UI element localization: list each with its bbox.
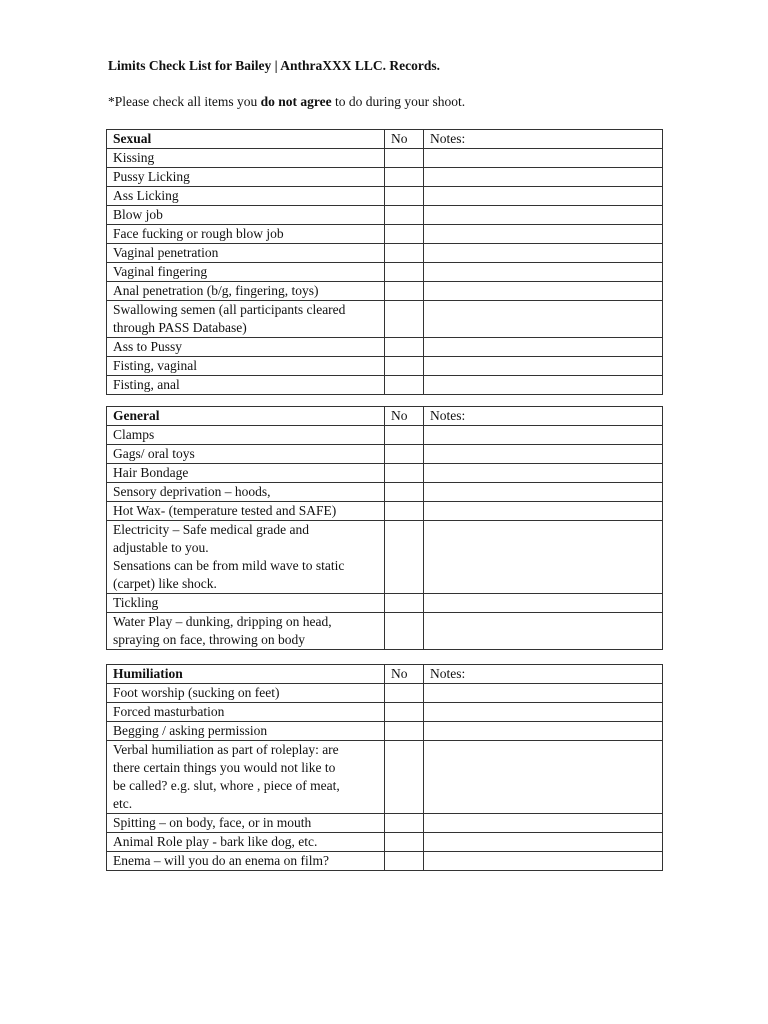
no-checkbox-cell[interactable] — [385, 852, 424, 871]
table-row — [107, 225, 663, 244]
notes-column-header: Notes: — [424, 665, 663, 684]
no-checkbox-cell[interactable] — [385, 376, 424, 395]
item-label-line: Forced masturbation — [113, 704, 225, 719]
item-label — [107, 149, 385, 168]
notes-cell[interactable] — [424, 338, 663, 357]
item-label — [107, 263, 385, 282]
no-checkbox-cell[interactable] — [385, 263, 424, 282]
item-label-line: Vaginal penetration — [113, 245, 219, 260]
no-checkbox-cell[interactable] — [385, 814, 424, 833]
item-label-line: Tickling — [113, 595, 159, 610]
item-label-line: Foot worship (sucking on feet) — [113, 685, 280, 700]
notes-cell[interactable] — [424, 282, 663, 301]
item-label-line: Clamps — [113, 427, 155, 442]
no-checkbox-cell[interactable] — [385, 244, 424, 263]
no-checkbox-cell[interactable] — [385, 282, 424, 301]
item-label — [107, 376, 385, 395]
table-row — [107, 301, 663, 338]
item-label — [107, 521, 385, 594]
sexual-limits-table — [106, 129, 663, 395]
notes-cell[interactable] — [424, 741, 663, 814]
item-label — [107, 206, 385, 225]
table-row — [107, 263, 663, 282]
section-heading: General — [107, 407, 385, 426]
table-row — [107, 282, 663, 301]
general-limits-table — [106, 406, 663, 650]
no-checkbox-cell[interactable] — [385, 168, 424, 187]
item-label-line: Begging / asking permission — [113, 723, 268, 738]
notes-column-header: Notes: — [424, 407, 663, 426]
item-label — [107, 282, 385, 301]
document-title: Limits Check List for Bailey | AnthraXXX LLC. Records. — [108, 58, 440, 73]
table-row — [107, 426, 663, 445]
no-checkbox-cell[interactable] — [385, 426, 424, 445]
notes-cell[interactable] — [424, 684, 663, 703]
item-label-line: Verbal humiliation as part of roleplay: are — [113, 742, 339, 757]
item-label-line: Vaginal fingering — [113, 264, 208, 279]
no-checkbox-cell[interactable] — [385, 338, 424, 357]
no-checkbox-cell[interactable] — [385, 483, 424, 502]
item-label-line: there certain things you would not like to — [113, 760, 336, 775]
item-label-line: Ass to Pussy — [113, 339, 183, 354]
notes-cell[interactable] — [424, 445, 663, 464]
item-label-line: Electricity – Safe medical grade and — [113, 522, 310, 537]
notes-cell[interactable] — [424, 521, 663, 594]
table-row — [107, 338, 663, 357]
table-header-row — [107, 407, 663, 426]
item-label-line: Enema – will you do an enema on film? — [113, 853, 329, 868]
no-column-header: No — [385, 130, 424, 149]
instruction-text — [108, 94, 465, 110]
table-row — [107, 722, 663, 741]
item-label — [107, 684, 385, 703]
item-label — [107, 225, 385, 244]
item-label-line: Fisting, anal — [113, 377, 180, 392]
section-heading: Humiliation — [107, 665, 385, 684]
table-row — [107, 852, 663, 871]
notes-cell[interactable] — [424, 483, 663, 502]
table-row — [107, 483, 663, 502]
item-label-line: Sensations can be from mild wave to static — [113, 558, 345, 573]
item-label — [107, 445, 385, 464]
no-checkbox-cell[interactable] — [385, 301, 424, 338]
item-label-line: Spitting – on body, face, or in mouth — [113, 815, 312, 830]
item-label-line: Swallowing semen (all participants cleared — [113, 302, 346, 317]
item-label-line: Sensory deprivation – hoods, — [113, 484, 271, 499]
no-checkbox-cell[interactable] — [385, 187, 424, 206]
item-label-line: Kissing — [113, 150, 155, 165]
item-label-line: adjustable to you. — [113, 540, 209, 555]
table-header-row — [107, 130, 663, 149]
no-checkbox-cell[interactable] — [385, 703, 424, 722]
notes-cell[interactable] — [424, 852, 663, 871]
item-label — [107, 426, 385, 445]
humiliation-limits-table — [106, 664, 663, 871]
notes-cell[interactable] — [424, 376, 663, 395]
item-label-line: Fisting, vaginal — [113, 358, 197, 373]
table-row — [107, 464, 663, 483]
notes-cell[interactable] — [424, 594, 663, 613]
item-label — [107, 722, 385, 741]
item-label — [107, 594, 385, 613]
no-checkbox-cell[interactable] — [385, 502, 424, 521]
item-label — [107, 502, 385, 521]
table-row — [107, 376, 663, 395]
item-label-line: Anal penetration (b/g, fingering, toys) — [113, 283, 319, 298]
no-checkbox-cell[interactable] — [385, 613, 424, 650]
notes-cell[interactable] — [424, 613, 663, 650]
notes-cell[interactable] — [424, 244, 663, 263]
item-label — [107, 483, 385, 502]
table-row — [107, 684, 663, 703]
item-label — [107, 244, 385, 263]
instruction-emphasis: do not agree — [260, 94, 332, 109]
table-row — [107, 833, 663, 852]
item-label — [107, 301, 385, 338]
instruction-prefix: *Please check all items you — [108, 94, 261, 109]
notes-cell[interactable] — [424, 149, 663, 168]
notes-cell[interactable] — [424, 168, 663, 187]
table-row — [107, 168, 663, 187]
table-row — [107, 613, 663, 650]
notes-cell[interactable] — [424, 464, 663, 483]
item-label — [107, 741, 385, 814]
item-label-line: through PASS Database) — [113, 320, 247, 335]
table-row — [107, 814, 663, 833]
item-label-line: (carpet) like shock. — [113, 576, 217, 591]
item-label — [107, 464, 385, 483]
item-label — [107, 833, 385, 852]
table-row — [107, 703, 663, 722]
item-label-line: Hot Wax- (temperature tested and SAFE) — [113, 503, 337, 518]
item-label — [107, 168, 385, 187]
no-checkbox-cell[interactable] — [385, 445, 424, 464]
no-checkbox-cell[interactable] — [385, 594, 424, 613]
table-row — [107, 244, 663, 263]
no-checkbox-cell[interactable] — [385, 206, 424, 225]
item-label — [107, 703, 385, 722]
item-label-line: Face fucking or rough blow job — [113, 226, 284, 241]
item-label-line: Ass Licking — [113, 188, 179, 203]
item-label — [107, 613, 385, 650]
item-label — [107, 814, 385, 833]
notes-column-header: Notes: — [424, 130, 663, 149]
table-row — [107, 187, 663, 206]
no-checkbox-cell[interactable] — [385, 357, 424, 376]
notes-cell[interactable] — [424, 263, 663, 282]
no-checkbox-cell[interactable] — [385, 833, 424, 852]
item-label-line: Hair Bondage — [113, 465, 189, 480]
instruction-suffix: to do during your shoot. — [331, 94, 466, 109]
section-heading: Sexual — [107, 130, 385, 149]
table-row — [107, 521, 663, 594]
table-row — [107, 445, 663, 464]
item-label — [107, 852, 385, 871]
notes-cell[interactable] — [424, 426, 663, 445]
notes-cell[interactable] — [424, 357, 663, 376]
item-label-line: etc. — [113, 796, 133, 811]
table-row — [107, 502, 663, 521]
notes-cell[interactable] — [424, 703, 663, 722]
table-row — [107, 741, 663, 814]
no-checkbox-cell[interactable] — [385, 741, 424, 814]
notes-cell[interactable] — [424, 225, 663, 244]
item-label-line: Water Play – dunking, dripping on head, — [113, 614, 332, 629]
no-column-header: No — [385, 407, 424, 426]
notes-cell[interactable] — [424, 502, 663, 521]
no-checkbox-cell[interactable] — [385, 722, 424, 741]
no-column-header: No — [385, 665, 424, 684]
item-label-line: Gags/ oral toys — [113, 446, 195, 461]
notes-cell[interactable] — [424, 187, 663, 206]
item-label-line: be called? e.g. slut, whore , piece of meat, — [113, 778, 340, 793]
notes-cell[interactable] — [424, 833, 663, 852]
table-row — [107, 149, 663, 168]
item-label — [107, 338, 385, 357]
notes-cell[interactable] — [424, 301, 663, 338]
notes-cell[interactable] — [424, 722, 663, 741]
table-header-row — [107, 665, 663, 684]
no-checkbox-cell[interactable] — [385, 149, 424, 168]
no-checkbox-cell[interactable] — [385, 464, 424, 483]
table-row — [107, 206, 663, 225]
no-checkbox-cell[interactable] — [385, 684, 424, 703]
item-label-line: Pussy Licking — [113, 169, 190, 184]
notes-cell[interactable] — [424, 814, 663, 833]
item-label — [107, 187, 385, 206]
table-row — [107, 594, 663, 613]
item-label-line: spraying on face, throwing on body — [113, 632, 305, 647]
item-label — [107, 357, 385, 376]
no-checkbox-cell[interactable] — [385, 225, 424, 244]
item-label-line: Blow job — [113, 207, 163, 222]
no-checkbox-cell[interactable] — [385, 521, 424, 594]
table-row — [107, 357, 663, 376]
notes-cell[interactable] — [424, 206, 663, 225]
item-label-line: Animal Role play - bark like dog, etc. — [113, 834, 318, 849]
